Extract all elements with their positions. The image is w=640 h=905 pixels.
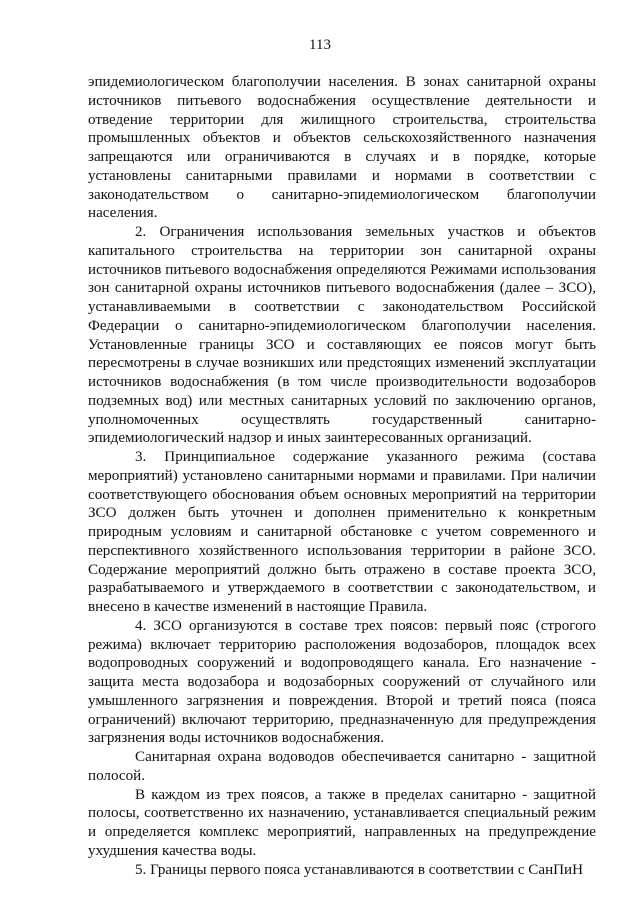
paragraph-4-zones: 4. ЗСО организуются в составе трех поясов: первый пояс (строгого режима) включает территорию расположения водозаборов, площадок всех водопроводных сооружений и водопроводящего канала. Его назначение - защита места водозабора и водозаборных сооружений от случайного или умышленного загрязнения и повреждения. Второй и третий пояса (пояса ограничений) включают территорию, предназначенную для предупреждения загрязнения воды источников водоснабжения. <box>88 617 596 747</box>
page-number: 113 <box>309 37 331 53</box>
paragraph-3-regime-content: 3. Принципиальное содержание указанного режима (состава мероприятий) установлено санитарными нормами и правилами. При наличии соответствующего обоснования объем основных мероприятий на территории ЗСО должен быть уточнен и дополнен применительно к конкретным природным условиям и санитарной обстановке с учетом современного и перспективного хозяйственного использования территории в районе ЗСО. Содержание мероприятий должно быть отражено в составе проекта ЗСО, разрабатываемого и утверждаемого в соответствии с законодательством, и внесено в качестве изменений в настоящие Правила. <box>88 449 596 615</box>
paragraph-5-first-zone-borders: 5. Границы первого пояса устанавливаются в соответствии с СанПиН <box>135 861 584 878</box>
document-body <box>88 73 596 879</box>
paragraph-water-conduit-protection: Санитарная охрана водоводов обеспечивается санитарно - защитной полосой. <box>88 749 596 784</box>
paragraph-special-regime: В каждом из трех поясов, а также в пределах санитарно - защитной полосы, соответственно их назначению, устанавливается специальный режим и определяется комплекс мероприятий, направленных на предупреждение ухудшения качества воды. <box>88 786 596 859</box>
paragraph-2-restrictions: 2. Ограничения использования земельных участков и объектов капитального строительства на территории зон санитарной охраны источников питьевого водоснабжения определяются Режимами использования зон санитарной охраны источников питьевого водоснабжения (далее – ЗСО), устанавливаемыми в соответствии с законодательством Российской Федерации о санитарно-эпидемиологическом благополучии населения. Установленные границы ЗСО и составляющих ее поясов могут быть пересмотрены в случае возникших или предстоящих изменений эксплуатации источников водоснабжения (в том числе производительности водозаборов подземных вод) или местных санитарных условий по заключению органов, уполномоченных осуществлять государственный санитарно-эпидемиологический надзор и иных заинтересованных организаций. <box>88 224 596 447</box>
paragraph-continuation: эпидемиологическом благополучии населения. В зонах санитарной охраны источников питьевого водоснабжения осуществление деятельности и отведение территории для жилищного строительства, строительства промышленных объектов и объектов сельскохозяйственного назначения запрещаются или ограничиваются в случаях и в порядке, которые установлены санитарными правилами и нормами в соответствии с законодательством о санитарно-эпидемиологическом благополучии населения. <box>88 74 596 222</box>
